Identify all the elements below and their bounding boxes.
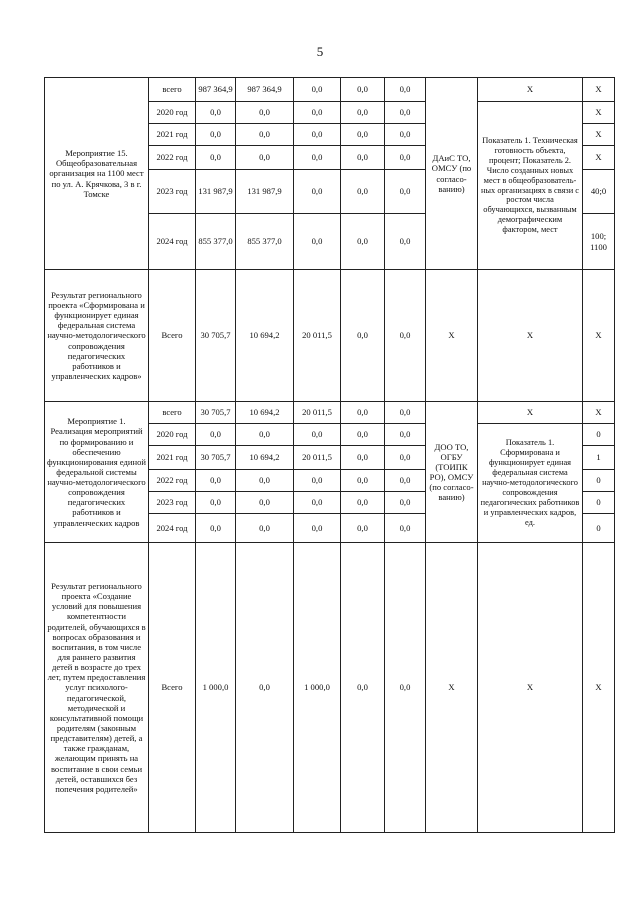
indicator-value-cell: 1 (583, 446, 615, 470)
regional-cell: 20 011,5 (294, 446, 341, 470)
federal-cell: 0,0 (236, 146, 294, 170)
executor-cell: ДОО ТО, ОГБУ (ТОИПК РО), ОМСУ (по согласо-ванию) (426, 402, 478, 543)
indicator-name-cell: Х (478, 78, 583, 102)
period-cell: 2024 год (149, 514, 196, 543)
extrabudget-cell: 0,0 (385, 514, 426, 543)
federal-cell: 0,0 (236, 492, 294, 514)
indicator-name-cell: Показатель 1. Техническая готовность объекта, процент; Показатель 2. Число созданных новых мест в общеобразователь-ных организациях в связи с ростом числа обучающихся, вызванным демографическим фактором, мест (478, 102, 583, 270)
federal-cell: 10 694,2 (236, 446, 294, 470)
extrabudget-cell: 0,0 (385, 402, 426, 424)
indicator-value-cell: 40;0 (583, 170, 615, 214)
federal-cell: 10 694,2 (236, 402, 294, 424)
regional-cell: 0,0 (294, 214, 341, 270)
regional-cell: 1 000,0 (294, 543, 341, 833)
total-cell: 30 705,7 (196, 402, 236, 424)
extrabudget-cell: 0,0 (385, 492, 426, 514)
total-cell: 987 364,9 (196, 78, 236, 102)
extrabudget-cell: 0,0 (385, 102, 426, 124)
indicator-value-cell: Х (583, 402, 615, 424)
local-cell: 0,0 (341, 170, 385, 214)
regional-cell: 0,0 (294, 146, 341, 170)
indicator-value-cell: Х (583, 102, 615, 124)
total-cell: 131 987,9 (196, 170, 236, 214)
local-cell: 0,0 (341, 492, 385, 514)
total-cell: 0,0 (196, 492, 236, 514)
period-cell: Всего (149, 543, 196, 833)
regional-cell: 0,0 (294, 470, 341, 492)
total-cell: 1 000,0 (196, 543, 236, 833)
total-cell: 855 377,0 (196, 214, 236, 270)
table-row (45, 543, 615, 833)
regional-cell: 0,0 (294, 78, 341, 102)
extrabudget-cell: 0,0 (385, 146, 426, 170)
indicator-value-cell: 100; 1100 (583, 214, 615, 270)
period-cell: всего (149, 78, 196, 102)
regional-cell: 0,0 (294, 492, 341, 514)
indicator-value-cell: 0 (583, 514, 615, 543)
period-cell: 2020 год (149, 102, 196, 124)
federal-cell: 131 987,9 (236, 170, 294, 214)
indicator-name-cell: Х (478, 270, 583, 402)
local-cell: 0,0 (341, 124, 385, 146)
extrabudget-cell: 0,0 (385, 270, 426, 402)
regional-cell: 0,0 (294, 102, 341, 124)
federal-cell: 0,0 (236, 124, 294, 146)
local-cell: 0,0 (341, 214, 385, 270)
federal-cell: 0,0 (236, 543, 294, 833)
table-row (45, 78, 615, 102)
period-cell: 2022 год (149, 470, 196, 492)
total-cell: 30 705,7 (196, 270, 236, 402)
indicator-value-cell: 0 (583, 492, 615, 514)
total-cell: 0,0 (196, 424, 236, 446)
federal-cell: 0,0 (236, 514, 294, 543)
local-cell: 0,0 (341, 402, 385, 424)
executor-cell: Х (426, 543, 478, 833)
federal-cell: 987 364,9 (236, 78, 294, 102)
budget-table (44, 77, 615, 833)
federal-cell: 0,0 (236, 102, 294, 124)
total-cell: 0,0 (196, 102, 236, 124)
indicator-value-cell: Х (583, 124, 615, 146)
regional-cell: 20 011,5 (294, 270, 341, 402)
federal-cell: 10 694,2 (236, 270, 294, 402)
local-cell: 0,0 (341, 270, 385, 402)
executor-cell: ДАиС ТО, ОМСУ (по согласо-ванию) (426, 78, 478, 270)
local-cell: 0,0 (341, 446, 385, 470)
regional-cell: 0,0 (294, 124, 341, 146)
extrabudget-cell: 0,0 (385, 446, 426, 470)
period-cell: 2021 год (149, 446, 196, 470)
period-cell: 2023 год (149, 492, 196, 514)
indicator-value-cell: Х (583, 146, 615, 170)
total-cell: 0,0 (196, 124, 236, 146)
indicator-name-cell: Х (478, 402, 583, 424)
local-cell: 0,0 (341, 514, 385, 543)
period-cell: 2020 год (149, 424, 196, 446)
extrabudget-cell: 0,0 (385, 170, 426, 214)
result-name: Результат регионального проекта «Создание условий для повышения компетентности родителей, обучающихся в вопросах образования и воспитания, в том числе для раннего развития детей в возрасте до трех лет, путем предоставления услуг психолого-педагогической, методической и консультативной помощи родителям (законным представителям) детей, а также гражданам, желающим принять на воспитание в свои семьи детей, оставшихся без попечения родителей» (45, 543, 149, 833)
indicator-name-cell: Показатель 1. Сформирована и функционирует единая федеральная система научно-методологического сопровождения педагогических работников и управленческих кадров, ед. (478, 424, 583, 543)
table-row (45, 270, 615, 402)
extrabudget-cell: 0,0 (385, 214, 426, 270)
regional-cell: 0,0 (294, 424, 341, 446)
extrabudget-cell: 0,0 (385, 424, 426, 446)
indicator-value-cell: Х (583, 270, 615, 402)
indicator-value-cell: 0 (583, 470, 615, 492)
table-row (45, 402, 615, 424)
period-cell: 2024 год (149, 214, 196, 270)
extrabudget-cell: 0,0 (385, 78, 426, 102)
local-cell: 0,0 (341, 470, 385, 492)
indicator-value-cell: Х (583, 78, 615, 102)
total-cell: 0,0 (196, 514, 236, 543)
total-cell: 0,0 (196, 470, 236, 492)
executor-cell: Х (426, 270, 478, 402)
activity-name: Мероприятие 15. Общеобразовательная организация на 1100 мест по ул. А. Крячкова, 3 в г. Томске (45, 78, 149, 270)
indicator-value-cell: 0 (583, 424, 615, 446)
local-cell: 0,0 (341, 78, 385, 102)
result-name: Результат регионального проекта «Сформирована и функционирует единая федеральная система научно-методологического сопровождения педагогических работников и управленческих кадров» (45, 270, 149, 402)
activity-name: Мероприятие 1. Реализация мероприятий по формированию и обеспечению функционирования единой федеральной системы научно-методологического сопровождения педагогических работников и управленческих кадров (45, 402, 149, 543)
local-cell: 0,0 (341, 424, 385, 446)
extrabudget-cell: 0,0 (385, 543, 426, 833)
page-number: 5 (316, 44, 324, 59)
indicator-value-cell: Х (583, 543, 615, 833)
local-cell: 0,0 (341, 146, 385, 170)
period-cell: 2021 год (149, 124, 196, 146)
extrabudget-cell: 0,0 (385, 470, 426, 492)
federal-cell: 0,0 (236, 424, 294, 446)
federal-cell: 0,0 (236, 470, 294, 492)
period-cell: 2023 год (149, 170, 196, 214)
local-cell: 0,0 (341, 543, 385, 833)
regional-cell: 0,0 (294, 514, 341, 543)
indicator-name-cell: Х (478, 543, 583, 833)
local-cell: 0,0 (341, 102, 385, 124)
regional-cell: 20 011,5 (294, 402, 341, 424)
federal-cell: 855 377,0 (236, 214, 294, 270)
regional-cell: 0,0 (294, 170, 341, 214)
period-cell: 2022 год (149, 146, 196, 170)
extrabudget-cell: 0,0 (385, 124, 426, 146)
total-cell: 0,0 (196, 146, 236, 170)
period-cell: Всего (149, 270, 196, 402)
period-cell: всего (149, 402, 196, 424)
total-cell: 30 705,7 (196, 446, 236, 470)
